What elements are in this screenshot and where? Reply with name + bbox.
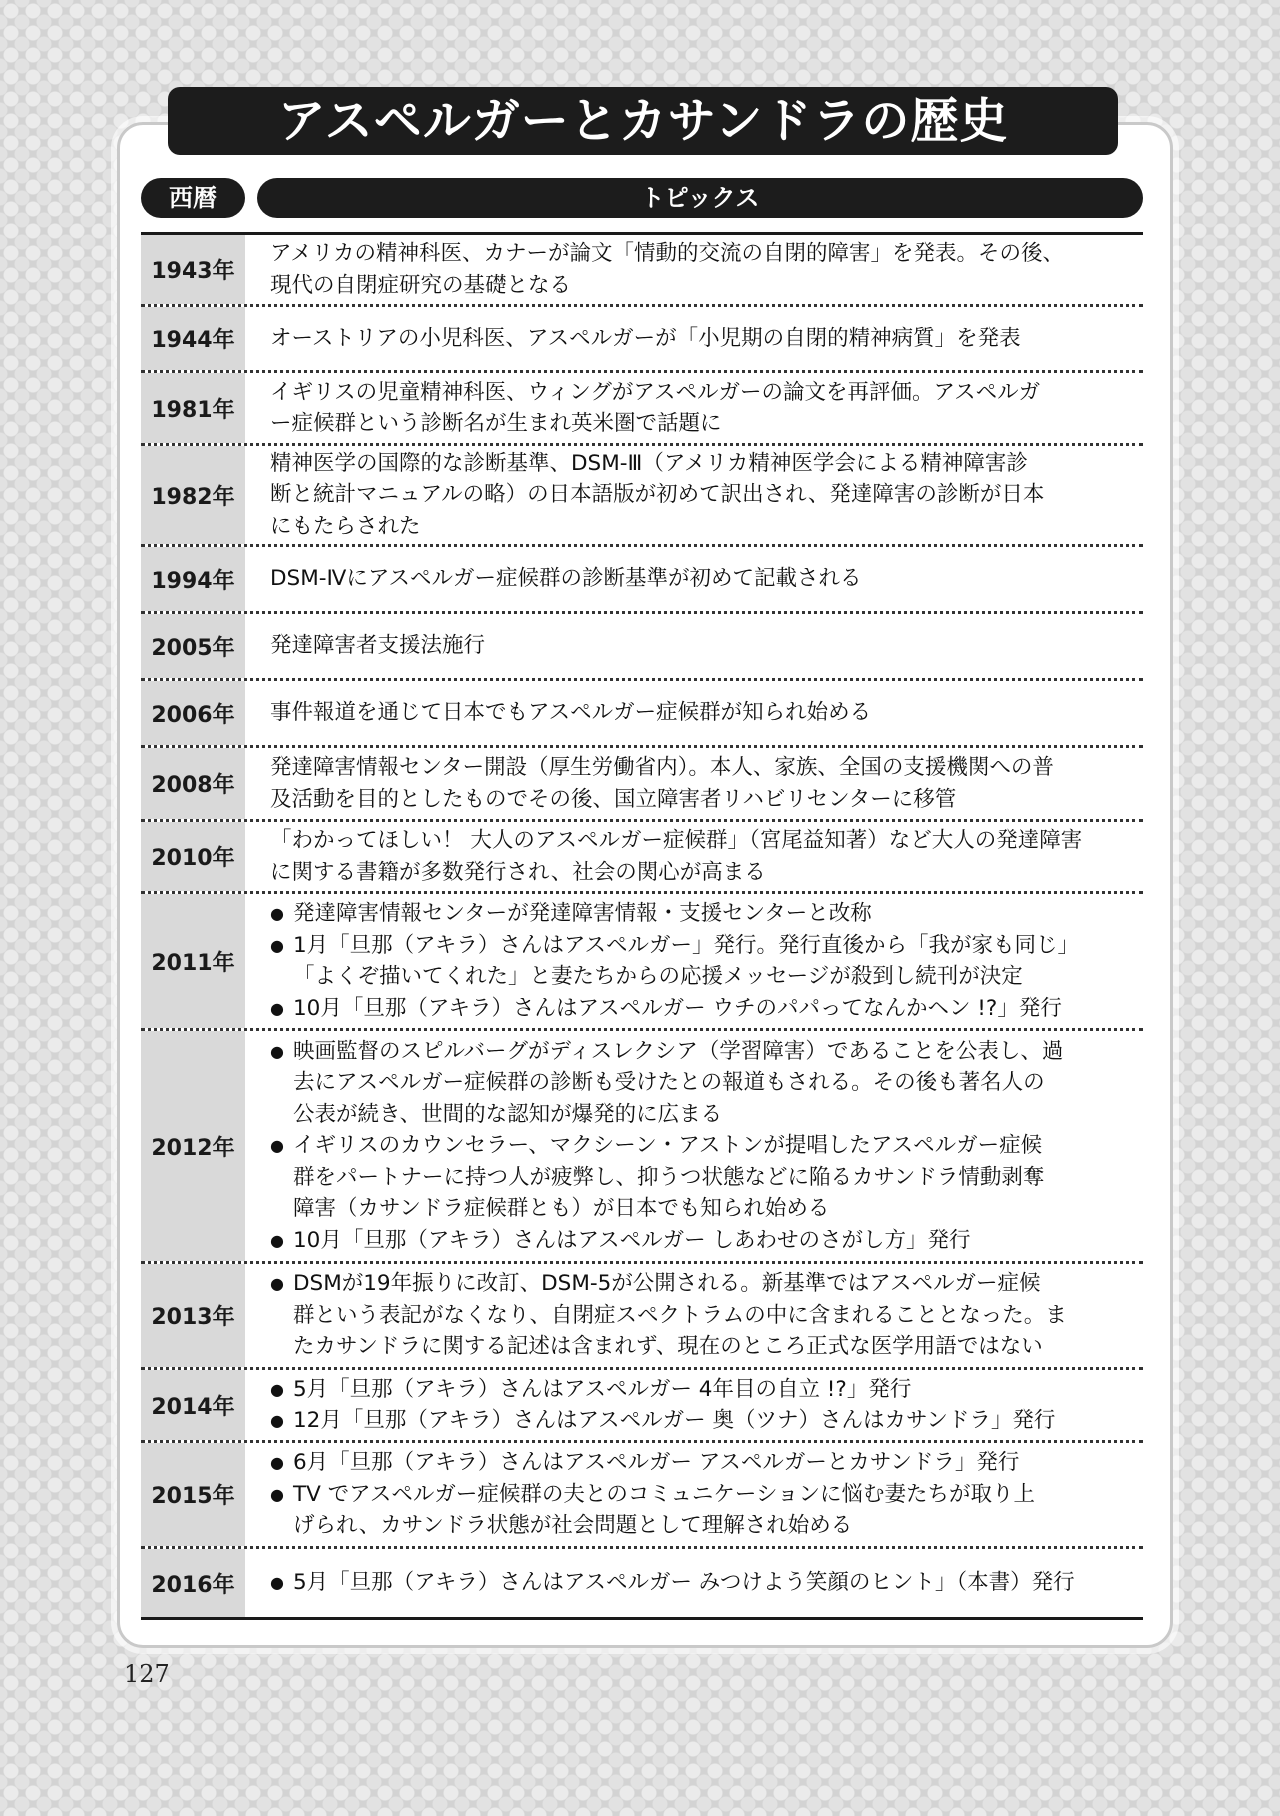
topic-line: 「わかってほしい！ 大人のアスペルガー症候群」（宮尾益知著）など大人の発達障害 (270, 828, 1083, 853)
topic-cell (245, 894, 1143, 1028)
table-row (141, 681, 1143, 748)
topic-line: イギリスの児童精神科医、ウィングがアスペルガーの論文を再評価。アスペルガ (270, 379, 1041, 405)
year-cell: 2010年 (141, 822, 245, 891)
topic-cell (245, 822, 1143, 891)
bullet-item: ● TV でアスペルガー症候群の夫とのコミュニケーションに悩む妻たちが取り上 (270, 1479, 1137, 1511)
table-row (141, 1370, 1143, 1443)
topic-cell (245, 1264, 1143, 1367)
year-cell: 1994年 (141, 547, 245, 611)
table-row (141, 373, 1143, 446)
table-row (141, 1443, 1143, 1549)
topic-line: 去にアスペルガー症候群の診断も受けたとの報道もされる。その後も著名人の (293, 1070, 1045, 1096)
year-cell: 2016年 (141, 1549, 245, 1617)
year-cell: 2008年 (141, 748, 245, 819)
topic-cell (245, 307, 1143, 370)
topic-line: 発達障害者支援法施行 (270, 633, 486, 659)
year-cell: 1981年 (141, 373, 245, 443)
topic-cell (245, 748, 1143, 819)
table-row (141, 614, 1143, 681)
topic-line: に関する書籍が多数発行され、社会の関心が高まる (270, 859, 766, 885)
topic-line: 現代の自閉症研究の基礎となる (270, 272, 572, 298)
bullet-item: ● 5月「旦那（アキラ）さんはアスペルガー みつけよう笑顔のヒント」（本書）発行 (270, 1567, 1137, 1599)
topic-line: にもたらされた (270, 513, 421, 539)
topic-line: 精神医学の国際的な診断基準、DSM-Ⅲ（アメリカ精神医学会による精神障害診 (270, 450, 1028, 476)
table-row (141, 748, 1143, 822)
history-table (141, 232, 1143, 1620)
topic-line: ー症候群という診断名が生まれ英米圏で話題に (270, 411, 722, 436)
topic-line: 群という表記がなくなり、自閉症スペクトラムの中に含まれることとなった。ま (293, 1302, 1067, 1328)
topics-column-header: トピックス (257, 178, 1143, 218)
year-cell: 1982年 (141, 446, 245, 544)
table-row (141, 235, 1143, 307)
topic-line: 断と統計マニュアルの略）の日本語版が初めて訳出され、発達障害の診断が日本 (270, 482, 1045, 508)
topic-cell (245, 235, 1143, 304)
topic-cell (245, 1443, 1143, 1546)
topic-line: 発達障害情報センター開設（厚生労働省内）。本人、家族、全国の支援機関への普 (270, 755, 1054, 780)
topic-line: げられ、カサンドラ状態が社会問題として理解され始める (293, 1513, 853, 1539)
topic-line: 「よくぞ描いてくれた」と妻たちからの応援メッセージが殺到し続刊が決定 (293, 964, 1023, 989)
topic-cell (245, 373, 1143, 443)
table-row (141, 894, 1143, 1031)
year-cell: 2011年 (141, 894, 245, 1028)
topic-line: 事件報道を通じて日本でもアスペルガー症候群が知られ始める (270, 700, 872, 726)
page-number: 127 (124, 1660, 170, 1688)
bullet-item: ● 12月「旦那（アキラ）さんはアスペルガー 奥（ツナ）さんはカサンドラ」発行 (270, 1405, 1137, 1437)
year-cell: 1944年 (141, 307, 245, 370)
bullet-item: ● 5月「旦那（アキラ）さんはアスペルガー 4年目の自立 !?」発行 (270, 1374, 1137, 1406)
year-cell: 2015年 (141, 1443, 245, 1546)
bullet-item: ● 発達障害情報センターが発達障害情報・支援センターと改称 (270, 898, 1137, 930)
bullet-item: ● 6月「旦那（アキラ）さんはアスペルガー アスペルガーとカサンドラ」発行 (270, 1447, 1137, 1479)
bullet-item: ● 10月「旦那（アキラ）さんはアスペルガー しあわせのさがし方」発行 (270, 1225, 1137, 1257)
topic-cell (245, 1031, 1143, 1261)
table-row (141, 822, 1143, 894)
topic-cell (245, 614, 1143, 678)
bullet-item: ● 映画監督のスピルバーグがディスレクシア（学習障害）であることを公表し、過 (270, 1036, 1137, 1068)
table-row (141, 307, 1143, 373)
topic-cell (245, 1549, 1143, 1617)
topic-line: 障害（カサンドラ症候群とも）が日本でも知られ始める (293, 1196, 830, 1222)
topic-cell (245, 446, 1143, 544)
bullet-item: ● 1月「旦那（アキラ）さんはアスペルガー」発行。発行直後から「我が家も同じ」 (270, 930, 1137, 962)
topic-line: オーストリアの小児科医、アスペルガーが「小児期の自閉的精神病質」を発表 (270, 325, 1021, 351)
table-row (141, 1549, 1143, 1617)
topic-line: たカサンドラに関する記述は含まれず、現在のところ正式な医学用語ではない (293, 1334, 1043, 1360)
year-column-header: 西暦 (141, 178, 245, 218)
year-cell: 2006年 (141, 681, 245, 745)
topic-line: 公表が続き、世間的な認知が爆発的に広まる (293, 1101, 723, 1127)
table-row (141, 446, 1143, 547)
topic-line: DSM-Ⅳにアスペルガー症候群の診断基準が初めて記載される (270, 566, 862, 592)
year-cell: 1943年 (141, 235, 245, 304)
topic-cell (245, 547, 1143, 611)
bullet-item: ● DSMが19年振りに改訂、DSM-5が公開される。新基準ではアスペルガー症候 (270, 1268, 1137, 1300)
topic-line: アメリカの精神科医、カナーが論文「情動的交流の自閉的障害」を発表。その後、 (270, 241, 1064, 266)
topic-cell (245, 1370, 1143, 1440)
topic-cell (245, 681, 1143, 745)
table-row (141, 547, 1143, 614)
bullet-item: ● 10月「旦那（アキラ）さんはアスペルガー ウチのパパってなんかヘン !?」発行 (270, 993, 1137, 1025)
year-cell: 2013年 (141, 1264, 245, 1367)
bullet-item: ● イギリスのカウンセラー、マクシーン・アストンが提唱したアスペルガー症候 (270, 1130, 1137, 1162)
year-cell: 2012年 (141, 1031, 245, 1261)
year-cell: 2005年 (141, 614, 245, 678)
page-title: アスペルガーとカサンドラの歴史 (168, 87, 1118, 155)
table-row (141, 1031, 1143, 1264)
topic-line: 群をパートナーに持つ人が疲弊し、抑うつ状態などに陥るカサンドラ情動剥奪 (293, 1164, 1045, 1190)
year-cell: 2014年 (141, 1370, 245, 1440)
table-row (141, 1264, 1143, 1370)
topic-line: 及活動を目的としたものでその後、国立障害者リハビリセンターに移管 (270, 786, 957, 812)
